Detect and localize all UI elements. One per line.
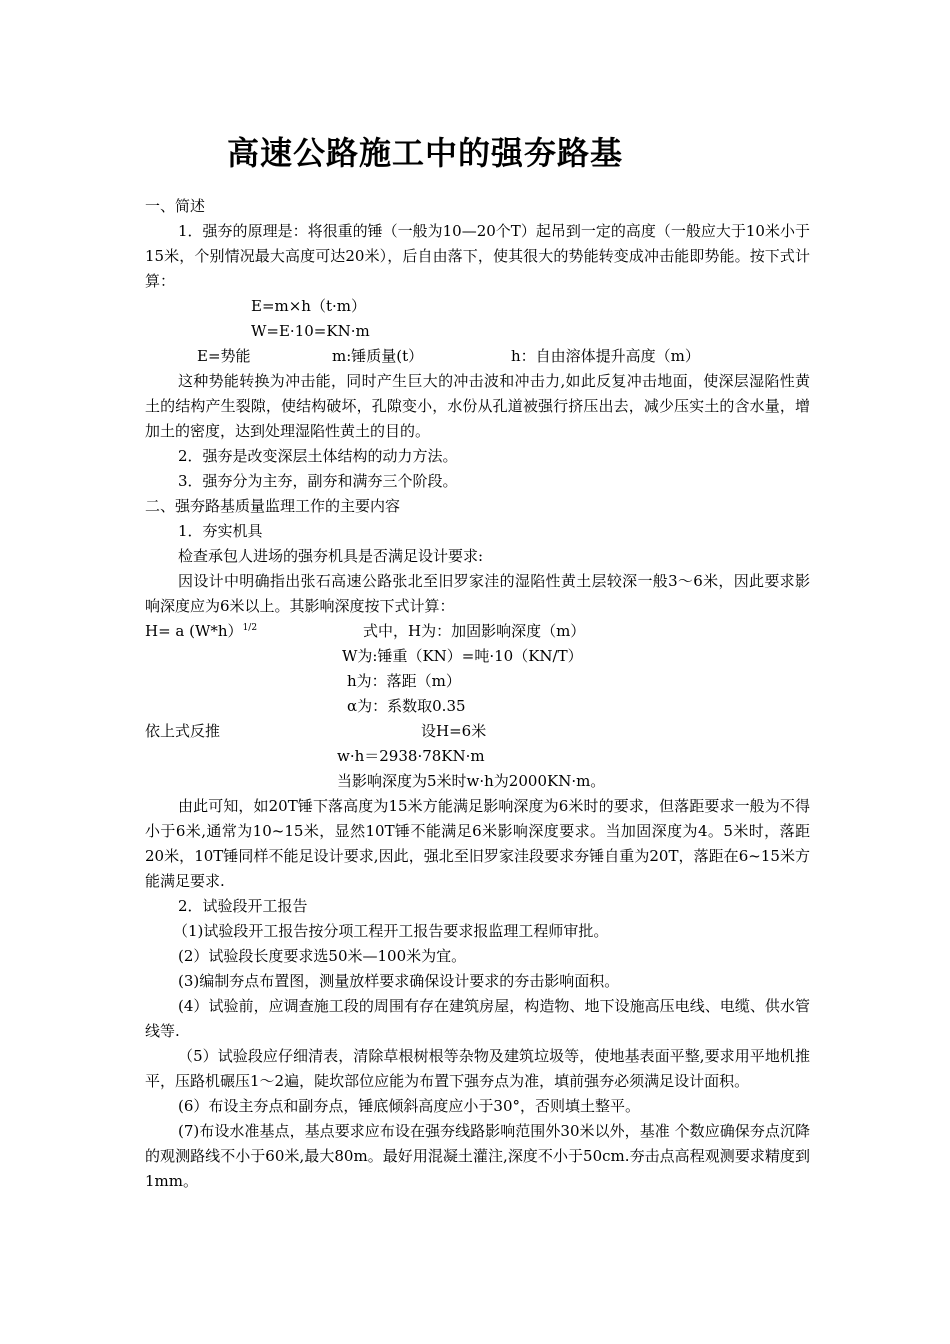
where-drop-row	[145, 669, 810, 694]
item-3: (3)编制夯点布置图，测量放样要求确保设计要求的夯击影响面积。	[178, 972, 620, 990]
formula-energy: E=m×h（t·m）	[251, 297, 366, 315]
back-calc-row	[145, 719, 810, 744]
subheading-equipment: 1．夯实机具	[178, 522, 263, 540]
where-w: W为:锤重（KN）=吨·10（KN/T）	[342, 647, 583, 665]
section-heading-1: 一、简述	[145, 197, 206, 215]
where-w-row	[145, 644, 810, 669]
item-5: （5）试验段应仔细清表，清除草根树根等杂物及建筑垃圾等，使地基表面平整,要求用平地机推平，压路机碾压1～2遍，陡坎部位应能为布置下强夯点为准，填前强夯必须满足设计面积。	[145, 1047, 810, 1090]
paragraph-design-depth: 因设计中明确指出张石高速公路张北至旧罗家洼的湿陷性黄土层较深一般3～6米，因此要求影响深度应为6米以上。其影响深度按下式计算：	[145, 572, 810, 615]
back-calc-label: 依上式反推	[145, 722, 221, 740]
item-7: (7)布设水准基点，基点要求应布设在强夯线路影响范围外30米以外，基准 个数应确保夯点沉降的观测路线不小于60米,最大80m。最好用混凝土灌注,深度不小于50cm.夯击点高程观测要求精度到1mm。	[145, 1122, 810, 1190]
formula-exponent: 1/2	[242, 623, 258, 633]
formula-work: W=E·10=KN·m	[251, 322, 370, 340]
paragraph-principle: 1．强夯的原理是：将很重的锤（一般为10—20个T）起吊到一定的高度（一般应大于10米小于15米，个别情况最大高度可达20米），后自由落下，使其很大的势能转变成冲击能即势能。按下式计算：	[145, 222, 810, 290]
wh2-row	[145, 769, 810, 794]
item-1: （1)试验段开工报告按分项工程开工报告要求报监理工程师审批。	[173, 922, 609, 940]
where-alpha-row	[145, 694, 810, 719]
document-body	[145, 194, 810, 1194]
paragraph-impact: 这种势能转换为冲击能，同时产生巨大的冲击波和冲击力,如此反复冲击地面，使深层湿陷性黄土的结构产生裂隙，使结构破坏，孔隙变小，水份从孔道被强行挤压出去，减少压实土的含水量，增加土的密度，达到处理湿陷性黄土的目的。	[145, 372, 810, 440]
where-drop: h为：落距（m）	[347, 672, 461, 690]
wh-result: w·h＝2938·78KN·m	[337, 747, 485, 765]
formula-depth	[145, 619, 257, 644]
document-title: 高速公路施工中的强夯路基	[226, 134, 623, 172]
def-height: h：自由溶体提升高度（m）	[511, 347, 700, 365]
formula-depth-text: H= a (W*h）	[145, 622, 243, 640]
formula-row	[145, 619, 810, 644]
paragraph-stages: 3．强夯分为主夯，副夯和满夯三个阶段。	[178, 472, 458, 490]
paragraph-dynamic-method: 2．强夯是改变深层土体结构的动力方法。	[178, 447, 458, 465]
item-4: (4）试验前，应调查施工段的周围有存在建筑房屋，构造物、地下设施高压电线、电缆、供水管线等.	[145, 997, 810, 1040]
wh-depth5: 当影响深度为5米时w·h为2000KN·m。	[337, 772, 606, 790]
def-mass: m:锤质量(t）	[332, 347, 424, 365]
set-h: 设H=6米	[421, 722, 487, 740]
item-6: (6）布设主夯点和副夯点，锤底倾斜高度应小于30°，否则填土整平。	[178, 1097, 640, 1115]
where-alpha: α为：系数取0.35	[347, 697, 466, 715]
paragraph-conclusion: 由此可知，如20T锤下落高度为15米方能满足影响深度为6米时的要求，但落距要求一般为不得小于6米,通常为10~15米，显然10T锤不能满足6米影响深度要求。当加固深度为4。5米时，落距20米，10T锤同样不能足设计要求,因此，强北至旧罗家洼段要求夯锤自重为20T，落距在6~15米方能满足要求.	[145, 797, 810, 890]
where-h: 式中，H为：加固影响深度（m）	[363, 622, 586, 640]
def-energy: E=势能	[197, 347, 251, 365]
paragraph-check-equipment: 检查承包人进场的强夯机具是否满足设计要求:	[178, 547, 484, 565]
wh-row	[145, 744, 810, 769]
variable-definitions	[145, 344, 810, 369]
section-heading-2: 二、强夯路基质量监理工作的主要内容	[145, 497, 401, 515]
item-2: (2）试验段长度要求选50米—100米为宜。	[178, 947, 467, 965]
subheading-trial-report: 2．试验段开工报告	[178, 897, 308, 915]
